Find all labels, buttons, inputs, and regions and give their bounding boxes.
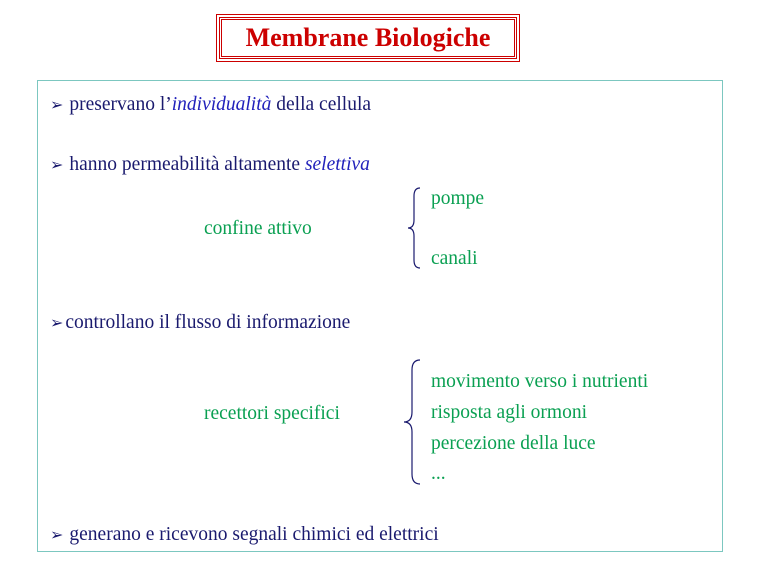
bullet-segnali: [50, 525, 439, 545]
bullet-text: controllano il flusso di informazione: [65, 312, 351, 333]
confine-item-pompe: pompe: [431, 188, 485, 209]
recettori-item-ellipsis: ...: [431, 463, 446, 484]
recettori-item-ormoni: risposta agli ormoni: [431, 402, 587, 423]
recettori-item-luce: percezione della luce: [431, 433, 596, 454]
bullet-emphasis: selettiva: [304, 154, 370, 175]
recettori-item-nutrienti: movimento verso i nutrienti: [431, 371, 649, 392]
page-title: Membrane Biologiche: [245, 23, 491, 52]
recettori-specifici-label: recettori specifici: [204, 403, 340, 424]
bullet-text-pre: preservano l’: [69, 94, 172, 115]
bullet-permeabilita: [50, 155, 370, 175]
confine-item-canali: canali: [431, 248, 478, 269]
left-brace-icon: [398, 358, 424, 486]
bullet-individualita: [50, 95, 371, 115]
bullet-text: generano e ricevono segnali chimici ed elettrici: [69, 524, 439, 545]
bullet-emphasis: individualità: [171, 94, 272, 115]
bullet-text-post: della cellula: [271, 94, 372, 115]
bullet-flusso-informazione: [50, 313, 350, 333]
title-inner-frame: [219, 17, 517, 59]
arrow-bullet-icon: ➢: [50, 157, 64, 174]
arrow-bullet-icon: ➢: [50, 315, 64, 332]
bullet-text-pre: hanno permeabilità altamente: [69, 154, 305, 175]
left-brace-icon: [404, 186, 424, 270]
arrow-bullet-icon: ➢: [50, 527, 64, 544]
confine-attivo-label: confine attivo: [204, 218, 312, 239]
arrow-bullet-icon: ➢: [50, 97, 64, 114]
title-frame: [216, 14, 520, 62]
